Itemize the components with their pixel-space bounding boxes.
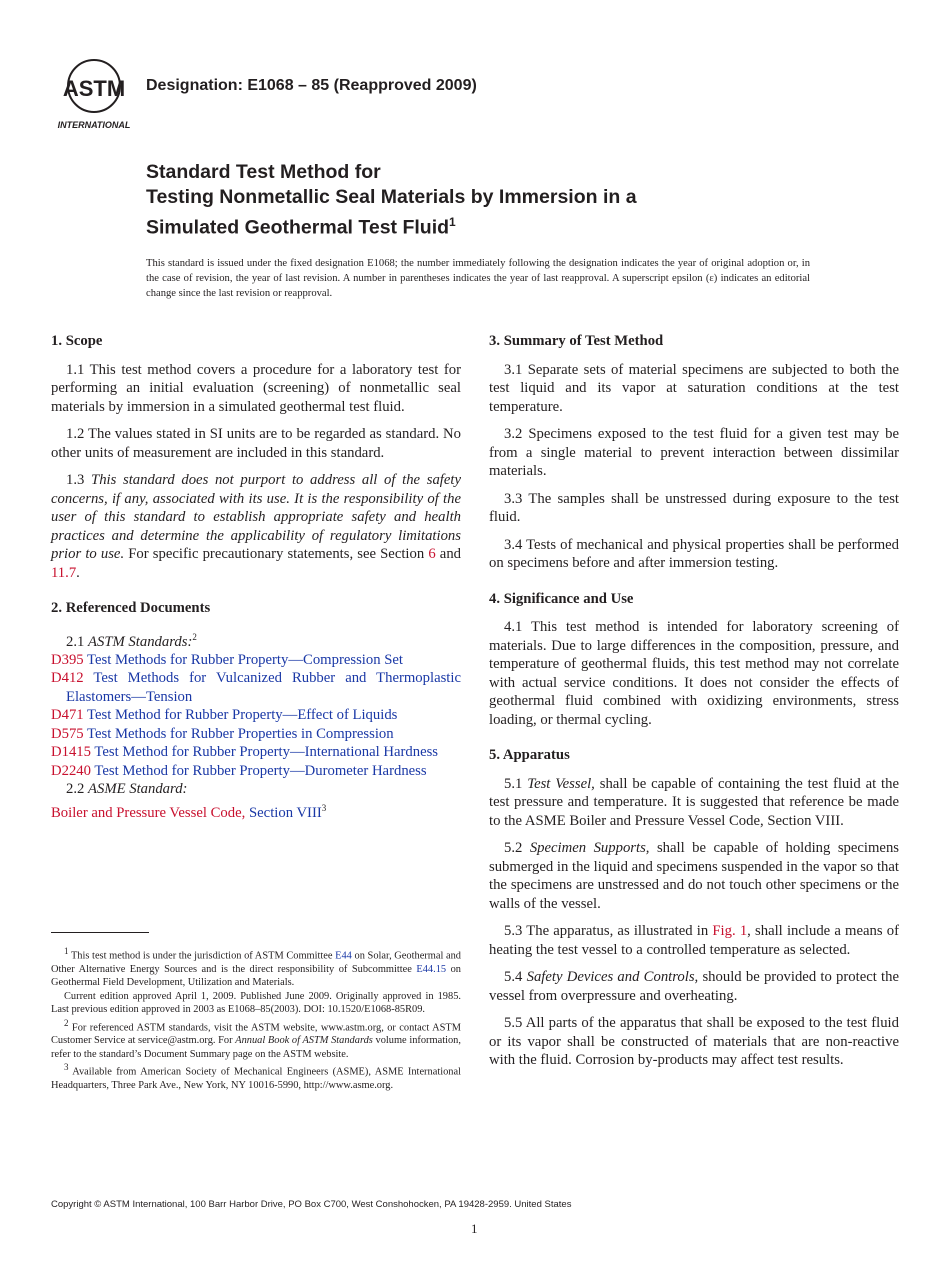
p1-3-safety-text: This standard does not purport to address all of the safety concerns, if any, associated with its use. It is the responsibility of the user of this standard to establish appropriate safety and health practices and determine the applicability of regulatory limitations prior to use. [51,472,462,562]
committee-e44-link[interactable]: E44 [335,950,352,962]
ref-code-link[interactable]: D2240 [51,762,91,779]
paragraph-1-1: 1.1 This test method covers a procedure for a laboratory test for performing an initial evaluation (screening) of nonmetallic seal materials by immersion in a simulated geothermal test fluid. [51,361,461,415]
astm-standards-label: ASTM Standards: [88,633,193,650]
title-footnote-mark: 1 [449,215,456,229]
paragraph-4-1: 4.1 This test method is intended for laboratory screening of materials. Due to large differences in the composition, pressure, and temperature of geothermal fluids, this test method may not correlate with actual service conditions. It does not consider the effects of geothermal fluid combined with oxidizing environments, stress loading, or thermal cycling. [489,619,899,728]
reference-item [51,651,461,670]
asme-section-link[interactable]: Section VIII [248,804,322,821]
asme-reference [51,799,461,822]
fn2-mark: 2 [64,1017,69,1028]
astm-logo [52,58,136,130]
section-11-7-link[interactable]: 11.7 [51,564,77,581]
asme-code-link[interactable]: Boiler and Pressure Vessel Code, [51,804,246,821]
logo-subtext: INTERNATIONAL [57,120,131,130]
fn1-text-c: on Geothermal Field Development, Utilization and Materials. [51,963,461,989]
reference-item [51,725,461,744]
p1-3-end: . [76,564,80,581]
fn1-mark: 1 [64,946,69,956]
logo-text: ASTM [62,76,126,101]
asme-standard-label: ASME Standard: [88,781,188,798]
section-heading-summary: 3. Summary of Test Method [489,333,664,349]
document-title [146,160,846,241]
p5-4-number: 5.4 [504,969,527,985]
p2-2-number: 2.2 [66,781,89,798]
p5-2-number: 5.2 [504,840,530,856]
figure-1-link[interactable]: Fig. 1 [712,923,748,939]
ref-code-link[interactable]: D412 [51,670,84,687]
footnote-1 [51,945,461,990]
section-heading-referenced-documents: 2. Referenced Documents [51,600,211,616]
section-heading-scope: 1. Scope [51,333,103,349]
fn2-text-a: For referenced ASTM standards, visit the ASTM website, www.astm.org, or contact ASTM Customer Service at service@astm.org. For [51,1021,461,1047]
subcommittee-e44-15-link[interactable]: E44.15 [416,963,447,975]
fn3-text: Available from American Society of Mechanical Engineers (ASME), ASME International Headquarters, Three Park Ave., New York, NY 10016-5990, http://www.asme.org. [51,1066,461,1092]
fn2-annual-book: Annual Book of ASTM Standards [235,1035,373,1047]
p5-4-text: should be provided to protect the vessel from overpressure and overheating. [489,969,900,1004]
page-number: 1 [471,1221,478,1236]
ref-code-link[interactable]: D395 [51,651,84,668]
ref-title-link[interactable]: Test Method for Rubber Property—Durometer Hardness [90,762,427,779]
p5-2-term: Specimen Supports, [529,840,650,856]
reference-item [51,762,461,781]
paragraph-3-3: 3.3 The samples shall be unstressed during exposure to the test fluid. [489,490,899,525]
reference-item [51,743,461,762]
title-line-1: Standard Test Method for [146,161,381,183]
title-line-3 [146,210,846,241]
title-line-3-text: Simulated Geothermal Test Fluid [146,216,450,239]
paragraph-5-1 [489,775,899,831]
footnote-divider [51,932,149,933]
p5-3-text-a: 5.3 The apparatus, as illustrated in [504,923,713,939]
paragraph-2-2 [51,780,461,799]
p1-3-and: and [435,546,462,562]
paragraph-5-4 [489,968,899,1005]
p5-1-text: shall be capable of containing the test fluid at the test pressure and temperature. It is suggested that reference be made to the ASME Boiler and Pressure Vessel Code, Section VIII. [489,775,900,829]
ref-code-link[interactable]: D1415 [51,744,91,761]
ref-code-link[interactable]: D471 [51,707,84,724]
ref-title-link[interactable]: Test Methods for Rubber Properties in Compression [83,725,394,742]
footnote-mark-2: 2 [192,631,197,642]
paragraph-1-3 [51,471,461,582]
p5-2-text: shall be capable of holding specimens submerged in the liquid and specimens suspended in the vapor so that the specimens are unstressed and do not touch other specimens or the walls of the vessel. [489,840,900,912]
paragraph-5-2 [489,839,899,913]
copyright-notice: Copyright © ASTM International, 100 Barr Harbor Drive, PO Box C700, West Conshohocken, PA 19428-2959. United States [51,1199,572,1210]
paragraph-3-1: 3.1 Separate sets of material specimens are subjected to both the test liquid and its vapor at saturation conditions at the test temperature. [489,361,899,415]
paragraph-2-1 [51,628,461,651]
p5-4-term: Safety Devices and Controls, [526,969,699,985]
p2-1-number: 2.1 [66,633,89,650]
fn1-text-a: This test method is under the jurisdiction of ASTM Committee [68,950,336,962]
ref-title-link[interactable]: Test Methods for Vulcanized Rubber and Thermoplastic Elastomers—Tension [66,670,461,705]
paragraph-5-5: 5.5 All parts of the apparatus that shall be exposed to the test fluid or its vapor shall be constructed of materials that are non-reactive with the fluid. Corrosion by-products may affect test results. [489,1015,899,1068]
paragraph-3-4: 3.4 Tests of mechanical and physical properties shall be performed on specimens before and after immersion testing. [489,536,899,571]
footnote-mark-3: 3 [321,802,327,813]
astm-logo-mark [52,58,136,130]
ref-title-link[interactable]: Test Methods for Rubber Property—Compression Set [83,651,403,668]
fn3-mark: 3 [64,1062,69,1073]
ref-title-link[interactable]: Test Method for Rubber Property—Effect of Liquids [83,707,398,724]
paragraph-3-2: 3.2 Specimens exposed to the test fluid for a given test may be from a single material to prevent interaction between dissimilar materials. [489,426,899,479]
footnote-1-edition: Current edition approved April 1, 2009. Published June 2009. Originally approved in 1985. Last previous edition approved in 2003 as E1068–85(2003). DOI: 10.1520/E1068-85R09. [51,990,461,1016]
p5-1-term: Test Vessel, [527,775,595,792]
paragraph-1-2: 1.2 The values stated in SI units are to be regarded as standard. No other units of measurement are included in this standard. [51,426,461,461]
section-heading-significance: 4. Significance and Use [489,590,634,607]
fn2-text-b: volume information, refer to the standard’s Document Summary page on the ASTM website. [51,1035,461,1060]
right-column [489,332,899,1079]
reference-item [51,669,461,706]
p1-3-number: 1.3 [66,472,92,488]
left-column [51,332,461,822]
reference-item [51,706,461,725]
preamble: This standard is issued under the fixed designation E1068; the number immediately following the designation indicates the year of original adoption or, in the case of revision, the year of last revision. A number in parentheses indicates the year of last reapproval. A superscript epsilon (ε) indicates an editorial change since the last revision or reapproval. [146,258,810,299]
ref-code-link[interactable]: D575 [51,725,84,742]
footnote-3 [51,1061,461,1092]
fn1-text-b: on Solar, Geothermal and Other Alternative Energy Sources and is the direct responsibility of Subcommittee [51,950,461,975]
title-line-2: Testing Nonmetallic Seal Materials by Immersion in a [146,186,637,208]
section-heading-apparatus: 5. Apparatus [489,747,570,763]
p1-3-tail: For specific precautionary statements, see Section [124,546,429,562]
section-6-link[interactable]: 6 [428,546,436,562]
designation: Designation: E1068 – 85 (Reapproved 2009) [146,77,477,94]
footnote-2 [51,1017,461,1062]
p5-3-text-b: , shall include a means of heating the test vessel to a controlled temperature as selected. [489,923,900,958]
p5-1-number: 5.1 [504,775,528,792]
ref-title-link[interactable]: Test Method for Rubber Property—International Hardness [90,744,439,761]
footnotes [51,945,461,1092]
paragraph-5-3 [489,922,899,959]
